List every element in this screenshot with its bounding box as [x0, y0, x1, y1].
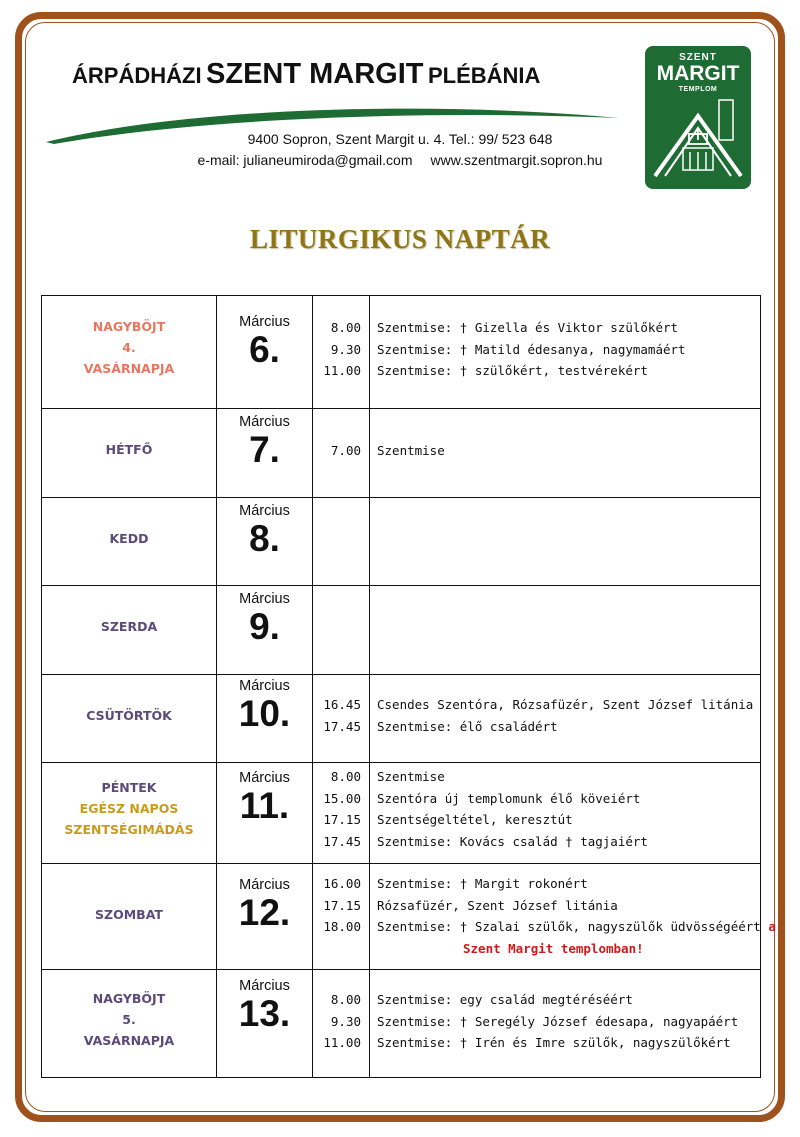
- calendar-row: [42, 296, 761, 409]
- times-cell: [313, 409, 370, 498]
- adoration-line: EGÉSZ NAPOS: [79, 801, 179, 816]
- day-name-line: SZOMBAT: [95, 907, 163, 922]
- calendar-row: [42, 864, 761, 970]
- times-cell: [313, 296, 370, 409]
- date-cell: [217, 296, 313, 409]
- day-name-line: NAGYBÖJT: [92, 991, 166, 1006]
- day-name-line: CSÜTÖRTÖK: [86, 708, 172, 723]
- day-name-cell: [42, 763, 217, 864]
- times-cell: [313, 586, 370, 675]
- event-text-main: Szentmise: † Gizella és Viktor szülőkért: [377, 320, 679, 335]
- day-number: 8.: [249, 518, 280, 559]
- events-cell: [370, 864, 776, 970]
- events-cell: [370, 675, 761, 763]
- adoration-line: SZENTSÉGIMÁDÁS: [64, 822, 194, 837]
- time-value: 8.00: [330, 992, 361, 1007]
- event-text: [377, 831, 760, 853]
- day-number: 6.: [249, 329, 280, 370]
- time-value: 7.00: [330, 443, 361, 458]
- day-number: 9.: [249, 606, 280, 647]
- calendar-row: [42, 409, 761, 498]
- day-name-line: SZERDA: [100, 619, 158, 634]
- event-text-main: Szentóra új templomunk élő köveiért: [377, 790, 641, 806]
- event-text: [377, 716, 760, 738]
- day-name-line: HÉTFŐ: [105, 442, 153, 457]
- day-number: 7.: [249, 429, 280, 470]
- event-text-main: Szentmise: † Margit rokonért: [377, 876, 588, 891]
- website-text: www.szentmargit.sopron.hu: [430, 152, 603, 168]
- title-main: SZENT MARGIT: [206, 58, 424, 90]
- times-cell: [313, 763, 370, 864]
- day-name-line: VASÁRNAPJA: [83, 361, 175, 376]
- calendar-title: LITURGIKUS NAPTÁR: [249, 224, 551, 254]
- day-name-cell: [42, 970, 217, 1078]
- month-label: Március: [239, 503, 290, 519]
- time-value: 17.15: [323, 897, 361, 913]
- event-text-main: Szentmise: élő családért: [377, 718, 558, 734]
- email-text: e-mail: julianeumiroda@gmail.com: [197, 152, 413, 168]
- day-name-cell: [42, 864, 217, 970]
- logo-line2: MARGIT: [656, 62, 740, 85]
- month-label: Március: [239, 678, 290, 694]
- time-value: 16.00: [323, 876, 361, 891]
- events-cell: [370, 586, 761, 675]
- day-name-line: VASÁRNAPJA: [83, 1033, 175, 1048]
- event-text-main: Szentmise: † Seregély József édesapa, nagyapáért: [377, 1013, 739, 1029]
- title-suffix: PLÉBÁNIA: [427, 63, 541, 88]
- date-cell: [217, 498, 313, 586]
- event-text: [377, 694, 760, 716]
- day-name-line: KEDD: [109, 531, 149, 546]
- time-value: 8.00: [330, 769, 361, 784]
- day-name-line: 4.: [122, 340, 136, 355]
- calendar-row: [42, 586, 761, 675]
- event-text: [377, 440, 760, 462]
- calendar-row: [42, 763, 761, 864]
- day-number: 11.: [239, 785, 290, 826]
- liturgical-calendar-table: [41, 295, 776, 1078]
- calendar-row: [42, 675, 761, 763]
- calendar-row: [42, 970, 761, 1078]
- event-text-main: Szentségeltétel, keresztút: [377, 812, 573, 827]
- events-cell: [370, 498, 761, 586]
- times-cell: [313, 864, 370, 970]
- time-value: 18.00: [323, 919, 361, 934]
- event-text-main: Szentmise: † Szalai szülők, nagyszülők üdvösségéért: [377, 919, 761, 934]
- date-cell: [217, 586, 313, 675]
- time-value: 16.45: [323, 697, 361, 712]
- event-text: [377, 989, 760, 1011]
- events-cell: [370, 970, 761, 1078]
- parish-title: [72, 58, 632, 91]
- date-cell: [217, 409, 313, 498]
- day-name-cell: [42, 296, 217, 409]
- time-value: 8.00: [330, 320, 361, 335]
- month-label: Március: [239, 877, 290, 893]
- events-cell: [370, 296, 761, 409]
- time-value: 17.45: [323, 833, 361, 849]
- month-label: Március: [239, 591, 290, 607]
- logo-line3: TEMPLOM: [678, 86, 718, 93]
- event-text-main: Rózsafüzér, Szent József litánia: [377, 897, 618, 913]
- month-label: Március: [239, 770, 290, 786]
- event-text-main: Szentmise: † Matild édesanya, nagymamáért: [377, 341, 686, 357]
- day-name-cell: [42, 409, 217, 498]
- event-highlight-line: Szent Margit templomban!: [463, 940, 644, 956]
- event-text: [377, 873, 760, 895]
- event-highlight: a: [768, 919, 776, 934]
- events-cell: [370, 409, 761, 498]
- event-text: [377, 766, 760, 788]
- time-value: 9.30: [330, 1013, 361, 1029]
- time-value: 11.00: [323, 363, 361, 378]
- event-text: [377, 1011, 760, 1033]
- logo-line1: SZENT: [679, 52, 717, 63]
- event-text-main: Szentmise: [377, 769, 445, 784]
- date-cell: [217, 763, 313, 864]
- times-cell: [313, 498, 370, 586]
- time-value: 17.45: [323, 718, 361, 734]
- date-cell: [217, 864, 313, 970]
- event-text: [377, 339, 760, 361]
- month-label: Március: [239, 414, 290, 430]
- month-label: Március: [239, 314, 290, 330]
- day-name-line: NAGYBÖJT: [92, 319, 166, 334]
- event-text: [377, 809, 760, 831]
- title-prefix: ÁRPÁDHÁZI: [72, 63, 202, 88]
- day-number: 12.: [238, 892, 291, 933]
- event-text: [377, 916, 776, 938]
- event-text: [377, 317, 760, 339]
- day-number: 13.: [238, 993, 291, 1034]
- times-cell: [313, 970, 370, 1078]
- day-name-cell: [42, 586, 217, 675]
- day-number: 10.: [238, 693, 291, 734]
- event-text-main: Szentmise: Kovács család † tagjaiért: [377, 833, 648, 849]
- address-line: 9400 Sopron, Szent Margit u. 4. Tel.: 99/ 523 648: [247, 131, 553, 147]
- event-text: [377, 1032, 760, 1054]
- day-name-cell: [42, 498, 217, 586]
- month-label: Március: [239, 978, 290, 994]
- date-cell: [217, 675, 313, 763]
- event-text-main: Csendes Szentóra, Rózsafüzér, Szent József litánia: [377, 697, 754, 712]
- date-cell: [217, 970, 313, 1078]
- times-cell: [313, 675, 370, 763]
- day-name-line: PÉNTEK: [101, 780, 157, 795]
- time-value: 17.15: [323, 812, 361, 827]
- event-text: [377, 788, 760, 810]
- event-text-main: Szentmise: egy család megtéréséért: [377, 992, 633, 1007]
- event-text-main: Szentmise: [377, 443, 445, 458]
- event-text: [377, 895, 760, 917]
- church-icon: [645, 96, 751, 186]
- calendar-row: [42, 498, 761, 586]
- event-text: [377, 360, 760, 382]
- day-name-line: 5.: [122, 1012, 136, 1027]
- church-logo: [645, 46, 751, 189]
- event-text-main: Szentmise: † Irén és Imre szülők, nagyszülőkért: [377, 1035, 731, 1050]
- events-cell: [370, 763, 761, 864]
- time-value: 15.00: [323, 790, 361, 806]
- time-value: 11.00: [323, 1035, 361, 1050]
- event-text-main: Szentmise: † szülőkért, testvérekért: [377, 363, 648, 378]
- day-name-cell: [42, 675, 217, 763]
- time-value: 9.30: [330, 341, 361, 357]
